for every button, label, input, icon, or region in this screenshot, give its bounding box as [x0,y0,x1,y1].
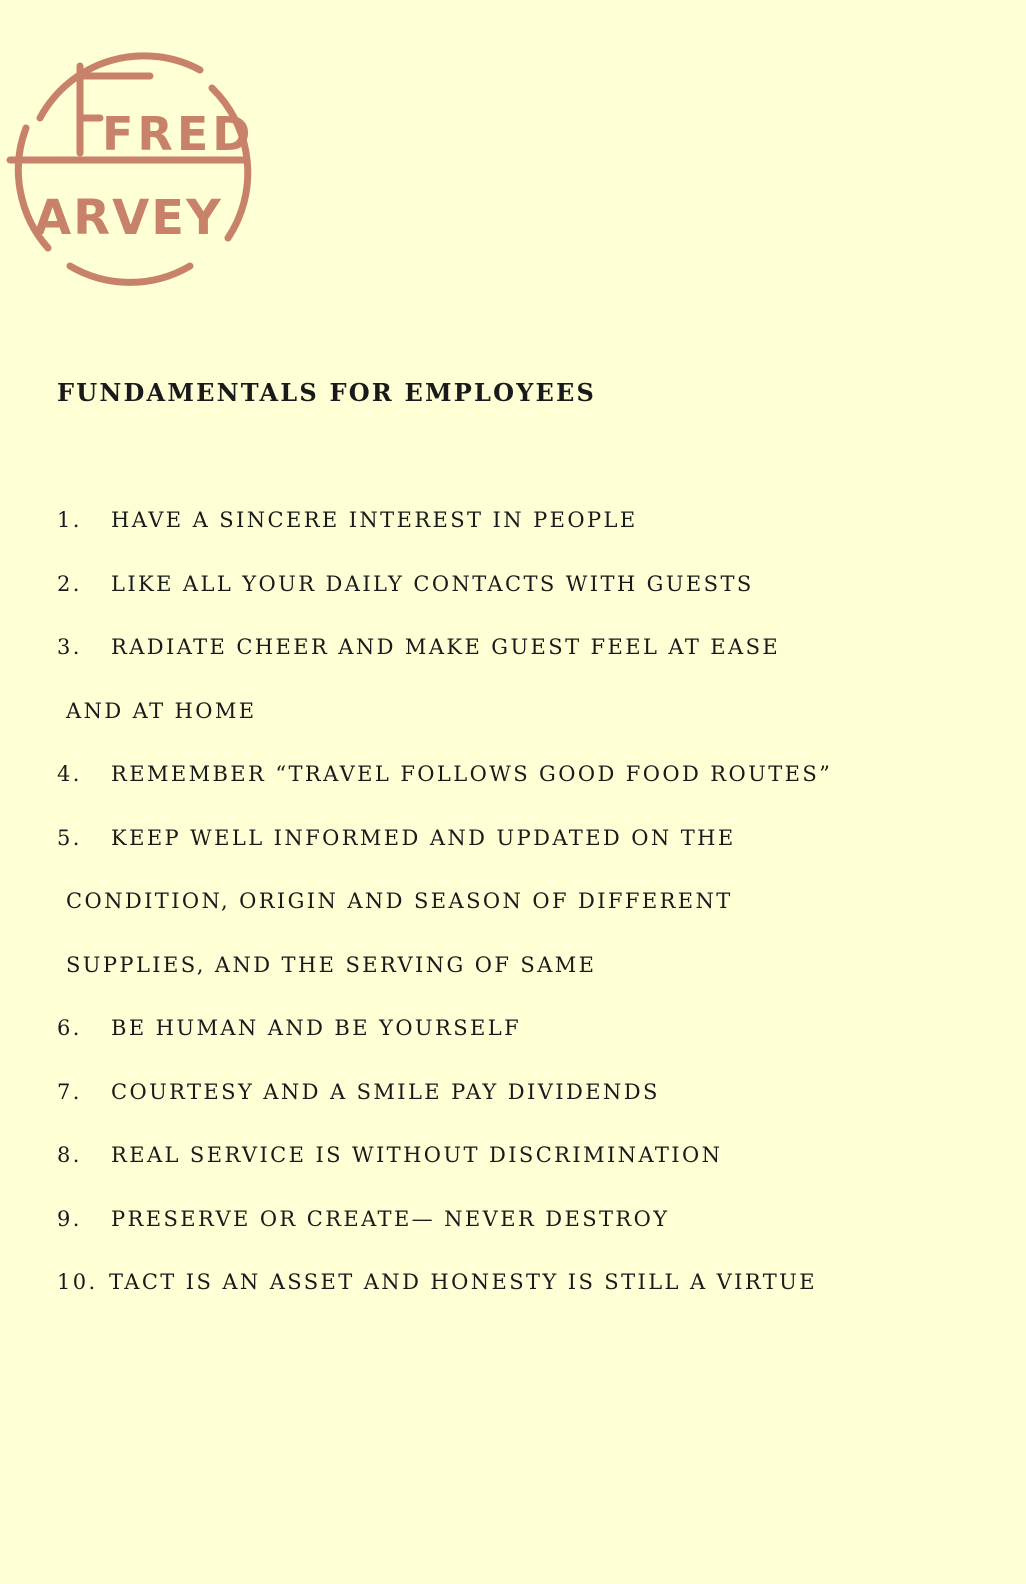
item-text: BE HUMAN AND BE YOURSELF [111,1016,522,1040]
list-item-continuation [57,951,832,1015]
logo-seal [0,28,270,298]
item-text: REMEMBER “TRAVEL FOLLOWS GOOD FOOD ROUTES” [111,762,833,786]
item-number: 2. [57,571,82,596]
list-item [57,760,832,824]
list-item [57,1078,832,1142]
list-item [57,1205,832,1269]
item-text: TACT IS AN ASSET AND HONESTY IS STILL A VIRTUE [109,1270,817,1294]
list-item-continuation [57,887,832,951]
item-text: SUPPLIES, AND THE SERVING OF SAME [66,952,597,977]
item-text: AND AT HOME [66,698,257,723]
item-text: PRESERVE OR CREATE— NEVER DESTROY [111,1206,670,1231]
item-number: 5. [57,825,82,850]
item-number: 7. [57,1079,82,1104]
item-number: 1. [57,508,82,532]
item-text: KEEP WELL INFORMED AND UPDATED ON THE [111,825,736,850]
item-text: COURTESY AND A SMILE PAY DIVIDENDS [111,1079,660,1104]
item-text: LIKE ALL YOUR DAILY CONTACTS WITH GUESTS [111,571,754,596]
item-text: RADIATE CHEER AND MAKE GUEST FEEL AT EASE [111,635,781,659]
list-item [57,633,832,697]
item-number: 6. [57,1016,82,1040]
list-item-continuation [57,697,832,761]
list-item [57,1141,832,1205]
logo-line2: ARVEY [34,190,223,246]
item-number: 9. [57,1206,82,1231]
fundamentals-list [57,506,832,1332]
item-text: CONDITION, ORIGIN AND SEASON OF DIFFERENT [66,889,733,913]
item-number: 3. [57,635,82,659]
document-title: FUNDAMENTALS FOR EMPLOYEES [57,378,597,407]
item-number: 10. [57,1270,98,1294]
logo-line1: FRED [102,107,255,161]
item-text: REAL SERVICE IS WITHOUT DISCRIMINATION [111,1143,723,1167]
fred-harvey-logo [0,28,270,298]
item-number: 4. [57,762,82,786]
list-item [57,824,832,888]
list-item [57,506,832,570]
item-text: HAVE A SINCERE INTEREST IN PEOPLE [111,508,638,532]
list-item [57,1014,832,1078]
logo-bottom-arc [70,266,190,282]
list-item [57,570,832,634]
list-item [57,1268,832,1332]
item-number: 8. [57,1143,82,1167]
